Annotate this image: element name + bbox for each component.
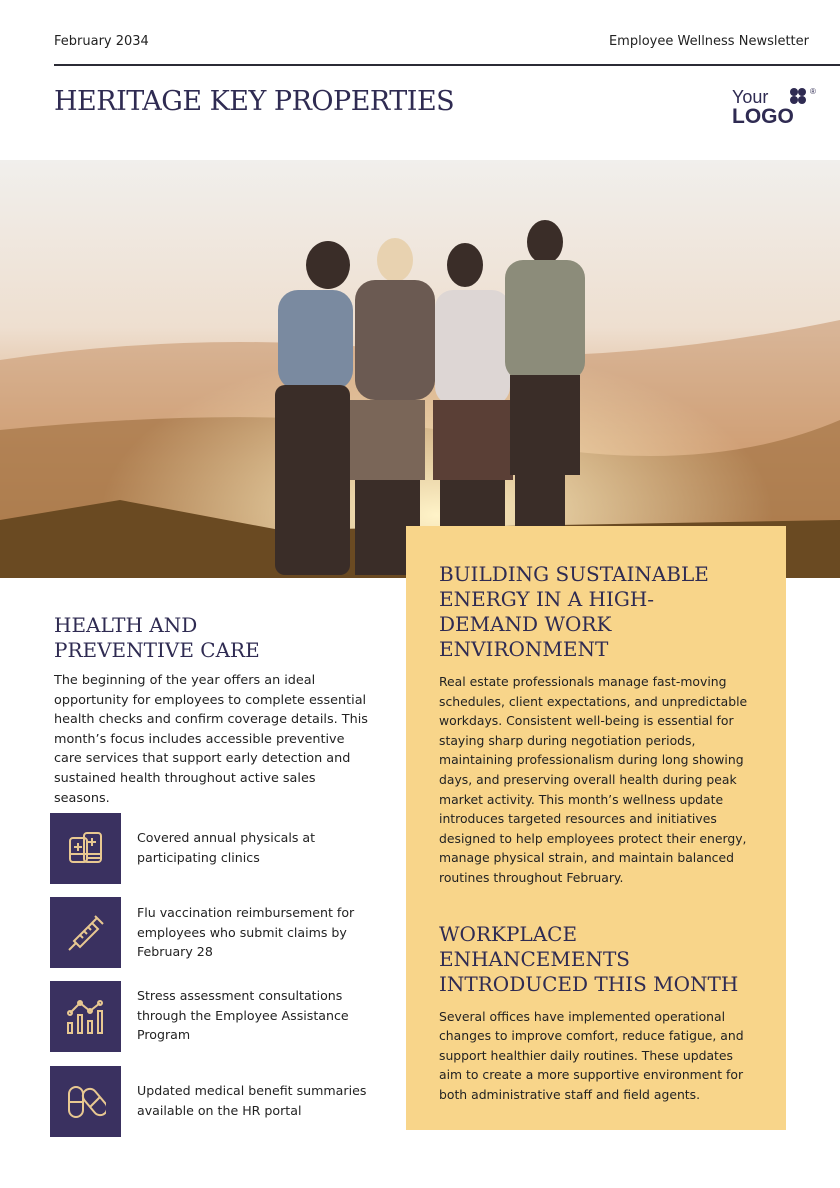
svg-text:LOGO: LOGO (732, 105, 794, 126)
energy-body: Real estate professionals manage fast-moving schedules, client expectations, and unpredictable workdays. Consistent well-being is essential for staying sharp during negotiation periods, maintaining professionalism during long showing days, and preserving overall health during peak market activity. This month’s wellness update introduces targeted resources and initiatives designed to help employees protect their energy, manage physical strain, and maintain balanced routines throughout February. (439, 674, 748, 885)
energy-card (406, 526, 786, 1130)
header-divider (54, 64, 840, 66)
benefit-item (50, 897, 370, 968)
company-logo (732, 86, 822, 126)
energy-heading: BUILDING SUSTAINABLE ENERGY IN A HIGH-DEMAND WORK ENVIRONMENT (439, 562, 709, 661)
health-section (54, 613, 369, 808)
benefit-text: Stress assessment consultations through the Employee Assistance Program (137, 988, 349, 1043)
benefit-item (50, 1066, 370, 1137)
issue-date: February 2034 (54, 34, 149, 49)
benefit-text: Covered annual physicals at participating clinics (137, 830, 316, 865)
company-title: HERITAGE KEY PROPERTIES (54, 86, 455, 117)
benefit-text: Flu vaccination reimbursement for employees who submit claims by February 28 (137, 905, 355, 960)
benefit-item (50, 981, 370, 1052)
health-heading: HEALTH AND PREVENTIVE CARE (54, 613, 260, 662)
svg-text:Your: Your (732, 87, 769, 107)
health-body: The beginning of the year offers an ideal opportunity for employees to complete essential health checks and confirm coverage details. This month’s focus includes accessible preventive care services that support early detection and sustained health throughout active sales seasons. (54, 673, 368, 806)
svg-text:®: ® (810, 87, 816, 96)
pills-icon (50, 1066, 121, 1137)
benefit-item (50, 813, 370, 884)
newsletter-label: Employee Wellness Newsletter (608, 34, 809, 49)
medical-cards-icon (50, 813, 121, 884)
syringe-icon (50, 897, 121, 968)
benefit-text: Updated medical benefit summaries available on the HR portal (137, 1083, 367, 1118)
hero-photo-friends-sunset (0, 160, 840, 578)
workplace-body: Several offices have implemented operational changes to improve comfort, reduce fatigue, and support healthier daily routines. These updates aim to create a more supportive environment for both administrative staff and field agents. (439, 1008, 744, 1102)
chart-icon (50, 981, 121, 1052)
workplace-heading: WORKPLACE ENHANCEMENTS INTRODUCED THIS MONTH (439, 921, 739, 996)
